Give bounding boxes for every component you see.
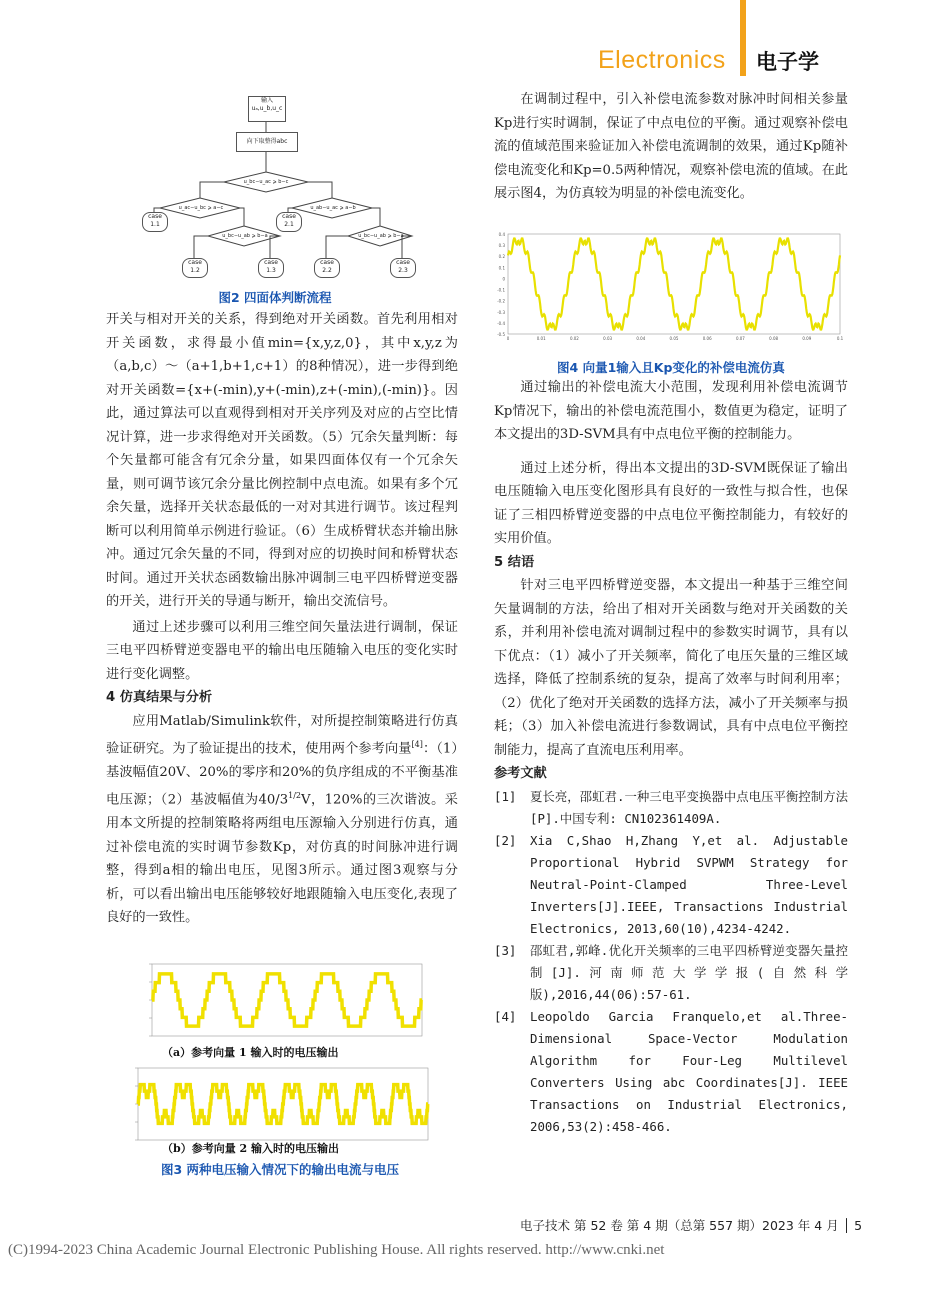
reference-number: [4]: [494, 1008, 517, 1024]
section-4-heading: 4 仿真结果与分析: [106, 690, 213, 705]
x-tick-label: 0.08: [769, 336, 779, 341]
y-tick-label: 0.1: [498, 265, 505, 271]
x-tick-label: 0.1: [836, 336, 844, 341]
y-tick-label: -0.1: [497, 287, 505, 293]
case-2-2: case 2.2: [314, 258, 340, 278]
y-tick-label: 0.3: [498, 243, 505, 249]
y-tick-label: -0.5: [497, 332, 505, 337]
left-paragraph-3: [106, 710, 458, 930]
reference-text: 夏长亮，邵虹君.一种三电平变换器中点电压平衡控制方法[P].中国专利: CN102361409A.: [530, 788, 848, 826]
x-tick-label: 0.01: [536, 336, 546, 341]
figure3a-subcaption: （a）参考向量 1 输入时的电压输出: [162, 1046, 339, 1059]
reference-list: [494, 786, 848, 1138]
x-tick-label: 0.04: [636, 336, 646, 341]
left-paragraph-1: 开关与相对开关的关系，得到绝对开关函数。首先利用相对开关函数，求得最小值min={x,y,z,0}，其中x,y,z为（a,b,c）～（a+1,b+1,c+1）的8种情况），进一步得到绝对开关函数={x+(-min),y+(-min),z+(-min),(-min)}。因此，通过算法可以直观得到相对开关序列及对应的占空比情况计算，进一步求得绝对开关函数。（5）冗余矢量判断：每个矢量都可能含有冗余分量，如果四面体仅有一个冗余矢量，则可调节该冗余分量比例控制中点电流。如果有多个冗余矢量，选择开关状态最低的一对对其进行调节。该过程判断可以利用简单示例进行验证。（6）生成桥臂状态并输出脉冲。通过冗余矢量的不同，得到对应的切换时间和桥臂状态时间。通过开关状态函数输出脉冲调制三电平四桥臂逆变器的开关，进行开关的导通与断开，输出交流信号。: [106, 312, 458, 609]
left-column: [106, 308, 458, 930]
right-paragraph-2: 通过输出的补偿电流大小范围，发现利用补偿电流调节Kp情况下，输出的补偿电流范围小，数值更为稳定，证明了本文提出的3D-SVM具有中点电位平衡的控制能力。: [494, 380, 848, 442]
flowchart-input-label: 输入: [260, 97, 273, 104]
figure3b-plot: [126, 1064, 436, 1144]
right-column-bottom: [494, 376, 848, 1138]
left-paragraph-2: 通过上述步骤可以利用三维空间矢量法进行调制，保证三电平四桥臂逆变器电平的输出电压随输入电压的变化实时进行变化调整。: [106, 619, 458, 682]
reference-item: [494, 786, 848, 830]
flowchart-decision-5: u_bc−u_ab ⩾ b−a: [358, 233, 404, 239]
references-heading: 参考文献: [494, 766, 547, 781]
flowchart-floor-box: 向下取整得abc: [236, 132, 298, 152]
case-1-3: case 1.3: [258, 258, 284, 278]
figure3b-subcaption: （b）参考向量 2 输入时的电压输出: [162, 1142, 340, 1155]
y-tick-label: 0.2: [498, 254, 505, 260]
figure4-chart: [486, 228, 848, 344]
copyright-line: (C)1994-2023 China Academic Journal Electronic Publishing House. All rights reserved. http://www.cnki.net: [8, 1242, 665, 1258]
right-column-top: [494, 88, 848, 206]
case-1-1: case 1.1: [142, 212, 168, 232]
p3-part-c: V，120%的三次谐波。采用本文所提的控制策略将两组电压源输入分别进行仿真，通过补偿电流的实时调节参数Kp，对仿真的时间脉冲进行调整，得到a相的输出电压，见图3所示。通过图3观察与分析，可以看出输出电压能够较好地跟随输入电压变化,表现了良好的一致性。: [106, 792, 458, 926]
reference-number: [2]: [494, 832, 517, 848]
reference-text: 邵虹君,郭峰.优化开关频率的三电平四桥臂逆变器矢量控制[J].河南师范大学学报(自然科学版),2016,44(06):57-61.: [530, 942, 848, 1002]
reference-item: [494, 1006, 848, 1138]
x-tick-label: 0.02: [569, 336, 579, 341]
figure3a-plot: [140, 960, 430, 1040]
page-footer: 电子技术 第 52 卷 第 4 期（总第 557 期）2023 年 4 月 │ 5: [520, 1218, 863, 1233]
right-paragraph-4: 针对三电平四桥臂逆变器，本文提出一种基于三维空间矢量调制的方法，给出了相对开关函数与绝对开关函数的关系，并利用补偿电流对调制过程中的参数实时调节，具有以下优点：（1）减小了开关频率，简化了电压矢量的三维区域选择，降低了控制系统的复杂，提高了效率与时间利用率；（2）优化了绝对开关函数的选择方法，减小了开关频率与损耗；（3）加入补偿电流进行参数调试，具有中点电位平衡控制能力，提高了直流电压利用率。: [494, 578, 848, 758]
case-2-3: case 2.3: [390, 258, 416, 278]
flowchart-decision-1: u_bc−u_ac ⩾ b−c: [243, 179, 289, 185]
journal-name-cn: 电子学: [756, 50, 819, 74]
x-tick-label: 0.09: [802, 336, 812, 341]
case-2-1: case 2.1: [276, 212, 302, 232]
x-tick-label: 0.06: [702, 336, 712, 341]
y-tick-label: -0.4: [497, 320, 505, 326]
y-tick-label: 0: [502, 276, 505, 282]
figure2-caption: 图2 四面体判断流程: [218, 290, 332, 305]
y-tick-label: -0.2: [497, 298, 505, 304]
header-accent-bar: [740, 0, 746, 76]
reference-number: [1]: [494, 788, 517, 804]
x-tick-label: 0.03: [603, 336, 613, 341]
x-tick-label: 0: [506, 336, 510, 341]
flowchart-decision-2: u_ac−u_bc ⩾ a−c: [178, 205, 224, 211]
y-tick-label: -0.3: [497, 309, 505, 315]
reference-text: Xia C,Shao H,Zhang Y,et al. Adjustable Proportional Hybrid SVPWM Strategy for Neutral-Point-Clamped Three-Level Inverters[J].IEEE, Transactions Industrial Electronics, 2013,60(10),4234-4242.: [530, 832, 848, 936]
figure3-caption: 图3 两种电压输入情况下的输出电流与电压: [160, 1162, 400, 1177]
reference-number: [3]: [494, 942, 517, 958]
flowchart-decision-4: u_bc−u_ab ⩾ b−a: [222, 233, 268, 239]
x-tick-label: 0.07: [735, 336, 745, 341]
x-tick-label: 0.05: [669, 336, 679, 341]
y-tick-label: 0.4: [498, 232, 505, 237]
figure2-flowchart: [140, 90, 420, 290]
superscript-half: 1/2: [288, 791, 302, 801]
citation-4[interactable]: [4]: [411, 740, 423, 749]
section-5-heading: 5 结语: [494, 554, 535, 570]
reference-item: [494, 940, 848, 1006]
reference-text: Leopoldo Garcia Franquelo,et al.Three-Dimensional Space-Vector Modulation Algorithm for Four-Leg Multilevel Converters Using abc Coordinates[J]. IEEE Transactions on Industrial Electronics, 2006,53(2):458-466.: [530, 1008, 848, 1134]
p3-part-b: ：（1）基波幅值20V、20%的零序和20%的负序组成的不平衡基准电压源；（2）基波幅值为40/3: [106, 741, 458, 808]
flowchart-input-box: [248, 96, 286, 122]
journal-name-en: Electronics: [598, 46, 726, 74]
right-paragraph-1: 在调制过程中，引入补偿电流参数对脉冲时间相关参量Kp进行实时调制，保证了中点电位的平衡。通过观察补偿电流的值域范围来验证加入补偿电流调制的效果，通过Kp随补偿电流变化和Kp=0.5两种情况，观察补偿电流的值域。在此展示图4，为仿真较为明显的补偿电流变化。: [494, 92, 848, 201]
p3-part-a: 应用Matlab/Simulink软件，对所提控制策略进行仿真验证研究。为了验证提出的技术，使用两个参考向量: [106, 713, 458, 757]
flowchart-decision-3: u_ab−u_ac ⩾ a−b: [310, 205, 356, 211]
flowchart-input-vars: uₐ,u_b,u_c: [251, 105, 283, 112]
case-1-2: case 1.2: [182, 258, 208, 278]
reference-item: [494, 830, 848, 940]
figure4-caption: 图4 向量1输入且Kp变化的补偿电流仿真: [557, 360, 785, 375]
right-paragraph-3: 通过上述分析，得出本文提出的3D-SVM既保证了输出电压随输入电压变化图形具有良好的一致性与拟合性，也保证了三相四桥臂逆变器的中点电位平衡控制能力，有较好的实用价值。: [494, 460, 848, 546]
